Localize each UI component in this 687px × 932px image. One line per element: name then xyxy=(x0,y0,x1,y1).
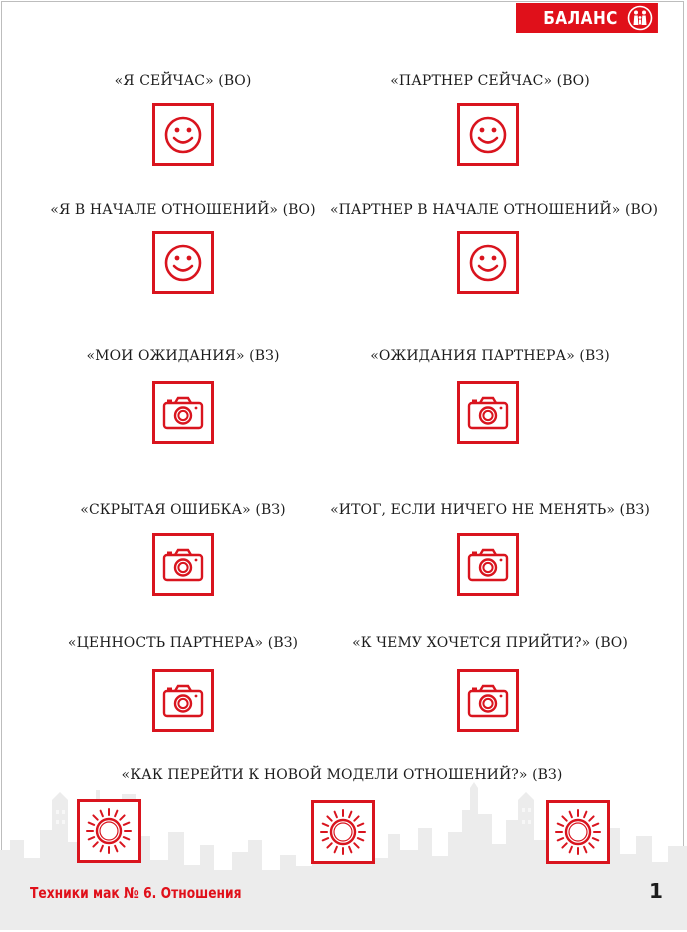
label-partner-now: «ПАРТНЕР СЕЙЧАС» (ВО) xyxy=(390,73,590,89)
label-partner-value: «ЦЕННОСТЬ ПАРТНЕРА» (ВЗ) xyxy=(67,635,299,651)
brand-name: БАЛАНС xyxy=(543,7,618,29)
smiley-icon xyxy=(468,243,508,283)
camera-icon xyxy=(466,395,510,431)
card-result-if-nothing-changes[interactable] xyxy=(457,533,519,596)
footer-title: Техники мак № 6. Отношения xyxy=(30,884,242,902)
card-where-to-arrive[interactable] xyxy=(457,669,519,732)
smiley-icon xyxy=(163,243,203,283)
card-partner-now[interactable] xyxy=(457,103,519,166)
camera-icon xyxy=(466,683,510,719)
label-hidden-mistake: «СКРЫТАЯ ОШИБКА» (ВЗ) xyxy=(80,502,286,518)
family-logo-icon xyxy=(627,5,653,31)
card-new-model-2[interactable] xyxy=(311,800,375,864)
sun-icon xyxy=(84,806,134,856)
camera-icon xyxy=(161,547,205,583)
page-number: 1 xyxy=(649,879,663,903)
card-hidden-mistake[interactable] xyxy=(152,533,214,596)
card-partner-expectations[interactable] xyxy=(457,381,519,444)
card-partner-value[interactable] xyxy=(152,669,214,732)
sun-icon xyxy=(553,807,603,857)
smiley-icon xyxy=(468,115,508,155)
card-new-model-3[interactable] xyxy=(546,800,610,864)
label-me-beginning: «Я В НАЧАЛЕ ОТНОШЕНИЙ» (ВО) xyxy=(50,202,316,218)
label-partner-beginning: «ПАРТНЕР В НАЧАЛЕ ОТНОШЕНИЙ» (ВО) xyxy=(329,202,659,218)
label-me-now: «Я СЕЙЧАС» (ВО) xyxy=(114,73,252,89)
label-result-if-nothing-changes: «ИТОГ, ЕСЛИ НИЧЕГО НЕ МЕНЯТЬ» (ВЗ) xyxy=(330,502,650,518)
card-new-model-1[interactable] xyxy=(77,799,141,863)
sun-icon xyxy=(318,807,368,857)
camera-icon xyxy=(161,395,205,431)
label-partner-expectations: «ОЖИДАНИЯ ПАРТНЕРА» (ВЗ) xyxy=(370,348,610,364)
smiley-icon xyxy=(163,115,203,155)
card-partner-beginning[interactable] xyxy=(457,231,519,294)
card-me-now[interactable] xyxy=(152,103,214,166)
card-me-beginning[interactable] xyxy=(152,231,214,294)
label-where-to-arrive: «К ЧЕМУ ХОЧЕТСЯ ПРИЙТИ?» (ВО) xyxy=(352,635,628,651)
camera-icon xyxy=(466,547,510,583)
label-my-expectations: «МОИ ОЖИДАНИЯ» (ВЗ) xyxy=(86,348,280,364)
camera-icon xyxy=(161,683,205,719)
card-my-expectations[interactable] xyxy=(152,381,214,444)
label-new-model-transition: «КАК ПЕРЕЙТИ К НОВОЙ МОДЕЛИ ОТНОШЕНИЙ?» (ВЗ) xyxy=(121,767,563,783)
